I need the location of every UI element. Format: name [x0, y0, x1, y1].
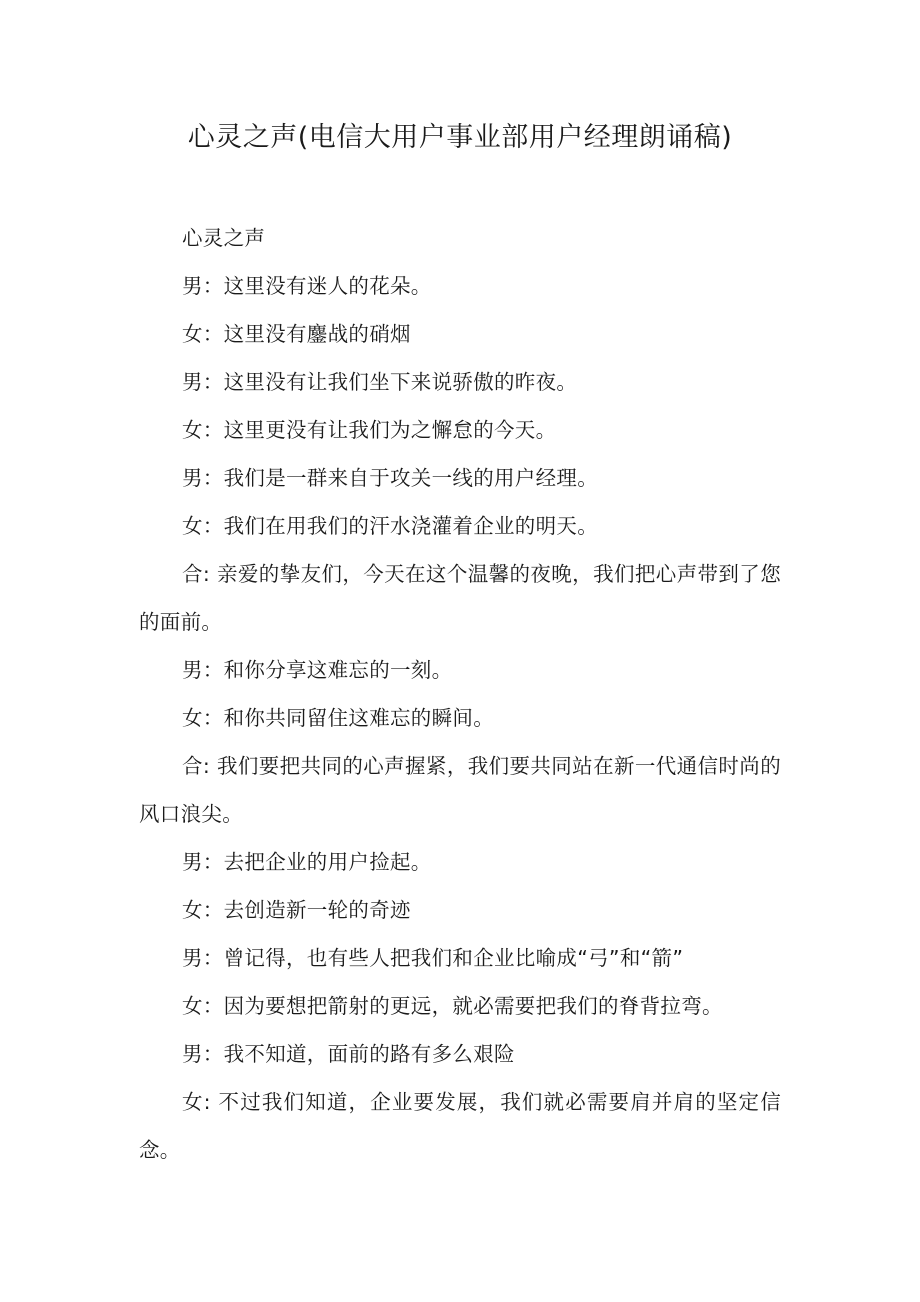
paragraph: 男：去把企业的用户捡起。: [182, 850, 432, 874]
paragraph: 女：和你共同留住这难忘的瞬间。: [182, 706, 494, 730]
paragraph: 男：和你分享这难忘的一刻。: [182, 658, 453, 682]
paragraph: 女：我们在用我们的汗水浇灌着企业的明天。: [182, 514, 598, 538]
paragraph: 女：因为要想把箭射的更远，就必需要把我们的脊背拉弯。: [182, 994, 723, 1018]
paragraph: 合: 亲爱的挚友们，今天在这个温馨的夜晚，我们把心声带到了您的面前。: [139, 562, 781, 634]
paragraph: 女：这里更没有让我们为之懈怠的今天。: [182, 418, 557, 442]
paragraph: 女: 不过我们知道，企业要发展，我们就必需要肩并肩的坚定信念。: [139, 1090, 781, 1162]
paragraph: 男：我们是一群来自于攻关一线的用户经理。: [182, 466, 598, 490]
paragraph: 男：这里没有迷人的花朵。: [182, 274, 432, 298]
paragraph: 心灵之声: [182, 226, 266, 250]
paragraph: 男：曾记得，也有些人把我们和企业比喻成“弓”和“箭”: [182, 946, 684, 970]
paragraph: 合: 我们要把共同的心声握紧，我们要共同站在新一代通信时尚的风口浪尖。: [139, 754, 781, 826]
document-body: [139, 214, 781, 1174]
paragraph: 女：这里没有鏖战的硝烟: [182, 322, 411, 346]
paragraph: 男：我不知道，面前的路有多么艰险: [182, 1042, 515, 1066]
document-title: 心灵之声(电信大用户事业部用户经理朗诵稿): [187, 122, 733, 153]
paragraph: 男：这里没有让我们坐下来说骄傲的昨夜。: [182, 370, 578, 394]
paragraph: 女：去创造新一轮的奇迹: [182, 898, 411, 922]
